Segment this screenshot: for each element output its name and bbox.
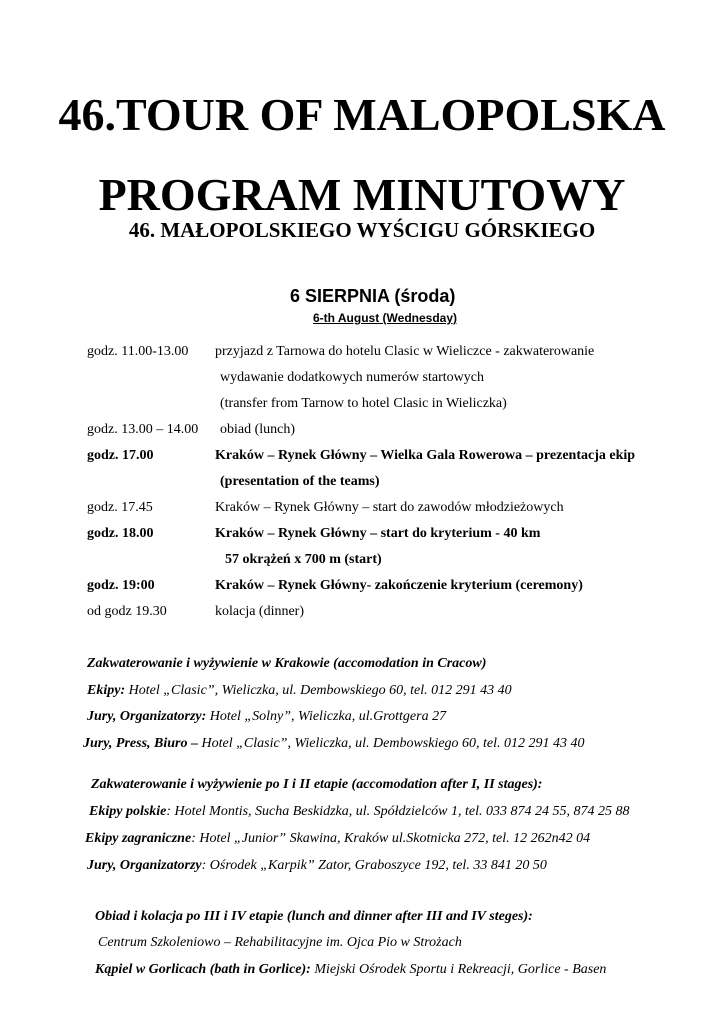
accommodation-item (85, 831, 590, 847)
schedule-text: Kraków – Rynek Główny – start do zawodów młodzieżowych (215, 500, 564, 515)
accommodation-label: Ekipy polskie (89, 804, 167, 819)
accommodation-heading: Zakwaterowanie i wyżywienie w Krakowie (accomodation in Cracow) (87, 656, 487, 671)
schedule-text: przyjazd z Tarnowa do hotelu Clasic w Wieliczce - zakwaterowanie (215, 344, 595, 359)
schedule-text: obiad (lunch) (220, 422, 296, 437)
accommodation-text: : Ośrodek „Karpik” Zator, Graboszyce 192, tel. 33 841 20 50 (201, 858, 547, 873)
day-date-en: 6-th August (Wednesday) (313, 311, 458, 325)
schedule-text: 57 okrążeń x 700 m (start) (225, 552, 382, 567)
schedule-text: (presentation of the teams) (220, 474, 380, 489)
schedule-time: od godz 19.30 (87, 604, 167, 619)
schedule-text: Kraków – Rynek Główny – Wielka Gala Rowerowa – prezentacja ekip (215, 448, 636, 463)
schedule-text: kolacja (dinner) (215, 604, 305, 619)
accommodation-label: Jury, Organizatorzy (87, 858, 202, 873)
program-title: PROGRAM MINUTOWY (98, 169, 626, 220)
bath-label: Kąpiel w Gorlicach (bath in Gorlice): (95, 962, 311, 977)
accommodation-item (87, 683, 512, 699)
accommodation-item (83, 736, 585, 752)
schedule-time: godz. 13.00 – 14.00 (87, 422, 199, 437)
accommodation-text: Hotel „Clasic”, Wieliczka, ul. Dembowskiego 60, tel. 012 291 43 40 (198, 736, 585, 751)
schedule-time: godz. 17.00 (87, 448, 154, 463)
bath-text: Miejski Ośrodek Sportu i Rekreacji, Gorlice - Basen (310, 962, 607, 977)
accommodation-label: Jury, Press, Biuro – (83, 736, 199, 751)
accommodation-item (87, 709, 446, 725)
schedule-time: godz. 11.00-13.00 (87, 344, 189, 359)
accommodation-text: : Hotel „Junior” Skawina, Kraków ul.Skotnicka 272, tel. 12 262n42 04 (191, 831, 591, 846)
schedule-text: wydawanie dodatkowych numerów startowych (220, 370, 484, 385)
meals-location: Centrum Szkoleniowo – Rehabilitacyjne im. Ojca Pio w Strożach (98, 935, 462, 950)
accommodation-text: Hotel „Clasic”, Wieliczka, ul. Dembowskiego 60, tel. 012 291 43 40 (125, 683, 512, 698)
day-date-pl: 6 SIERPNIA (środa) (290, 286, 456, 306)
accommodation-label: Ekipy zagraniczne (85, 831, 192, 846)
schedule-text: (transfer from Tarnow to hotel Clasic in Wieliczka) (220, 396, 507, 411)
meals-heading: Obiad i kolacja po III i IV etapie (lunch and dinner after III and IV steges): (95, 909, 533, 924)
accommodation-text: : Hotel Montis, Sucha Beskidzka, ul. Spółdzielców 1, tel. 033 874 24 55, 874 25 88 (166, 804, 630, 819)
schedule-time: godz. 17.45 (87, 500, 153, 515)
schedule-text: Kraków – Rynek Główny – start do kryterium - 40 km (215, 526, 541, 541)
race-name: 46. MAŁOPOLSKIEGO WYŚCIGU GÓRSKIEGO (128, 218, 596, 242)
schedule-text: Kraków – Rynek Główny- zakończenie kryterium (ceremony) (215, 578, 583, 593)
bath-line (95, 962, 606, 978)
document-title: 46.TOUR OF MALOPOLSKA (58, 89, 666, 140)
accommodation-label: Jury, Organizatorzy: (87, 709, 207, 724)
accommodation-item (89, 804, 630, 820)
accommodation-label: Ekipy: (87, 683, 126, 698)
accommodation-heading: Zakwaterowanie i wyżywienie po I i II etapie (accomodation after I, II stages): (91, 777, 543, 792)
accommodation-text: Hotel „Solny”, Wieliczka, ul.Grottgera 27 (206, 709, 447, 724)
schedule-time: godz. 19:00 (87, 578, 155, 593)
schedule-time: godz. 18.00 (87, 526, 154, 541)
accommodation-item (87, 858, 547, 874)
